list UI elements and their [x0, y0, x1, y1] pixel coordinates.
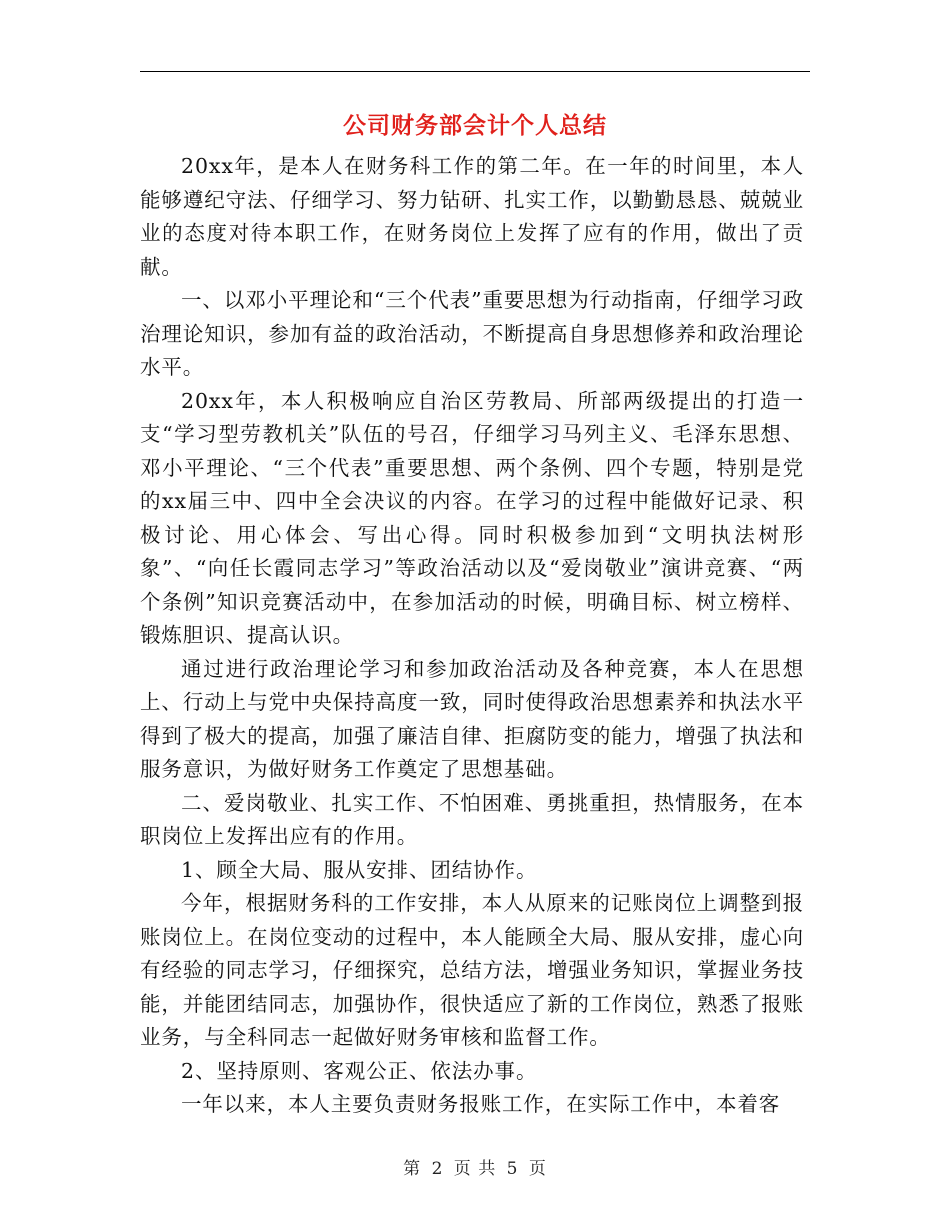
- paragraph-4: 通过进行政治理论学习和参加政治活动及各种竞赛，本人在思想上、行动上与党中央保持高度一致，同时使得政治思想素养和执法水平得到了极大的提高，加强了廉洁自律、拒腐防变的能力，增强了执法和服务意识，为做好财务工作奠定了思想基础。: [140, 656, 804, 781]
- footer-middle: 页 共: [453, 1159, 497, 1179]
- paragraph-1: 20xx年，是本人在财务科工作的第二年。在一年的时间里，本人能够遵纪守法、仔细学习、努力钻研、扎实工作，以勤勤恳恳、兢兢业业的态度对待本职工作，在财务岗位上发挥了应有的作用，做出了贡献。: [140, 154, 804, 279]
- paragraph-5: 二、爱岗敬业、扎实工作、不怕困难、勇挑重担，热情服务，在本职岗位上发挥出应有的作用。: [140, 790, 804, 848]
- paragraph-9: 一年以来，本人主要负责财务报账工作，在实际工作中，本着客: [181, 1092, 781, 1116]
- paragraph-6: 1、顾全大局、服从安排、团结协作。: [181, 857, 538, 882]
- footer-suffix: 页: [528, 1159, 547, 1179]
- footer-total-pages: 5: [506, 1159, 519, 1179]
- page-footer: [0, 1154, 950, 1179]
- paragraph-8: 2、坚持原则、客观公正、依法办事。: [181, 1058, 538, 1083]
- document-title: 公司财务部会计个人总结: [343, 112, 607, 139]
- paragraph-3: 20xx年，本人积极响应自治区劳教局、所部两级提出的打造一支“学习型劳教机关”队伍的号召，仔细学习马列主义、毛泽东思想、邓小平理论、“三个代表”重要思想、两个条例、四个专题，特别是党的xx届三中、四中全会决议的内容。在学习的过程中能做好记录、积极讨论、用心体会、写出心得。同时积极参加到“文明执法树形象”、“向任长霞同志学习”等政治活动以及“爱岗敬业”演讲竞赛、“两个条例”知识竞赛活动中，在参加活动的时候，明确目标、树立榜样、锻炼胆识、提高认识。: [140, 388, 804, 647]
- header-rule: [140, 71, 810, 72]
- paragraph-7: 今年，根据财务科的工作安排，本人从原来的记账岗位上调整到报账岗位上。在岗位变动的过程中，本人能顾全大局、服从安排，虚心向有经验的同志学习，仔细探究，总结方法，增强业务知识，掌握业务技能，并能团结同志，加强协作，很快适应了新的工作岗位，熟悉了报账业务，与全科同志一起做好财务审核和监督工作。: [140, 891, 804, 1049]
- footer-page-number: 2: [431, 1159, 444, 1179]
- document-body: [140, 150, 804, 1122]
- paragraph-2: 一、以邓小平理论和“三个代表”重要思想为行动指南，仔细学习政治理论知识，参加有益的政治活动，不断提高自身思想修养和政治理论水平。: [140, 288, 804, 379]
- footer-prefix: 第: [403, 1159, 422, 1179]
